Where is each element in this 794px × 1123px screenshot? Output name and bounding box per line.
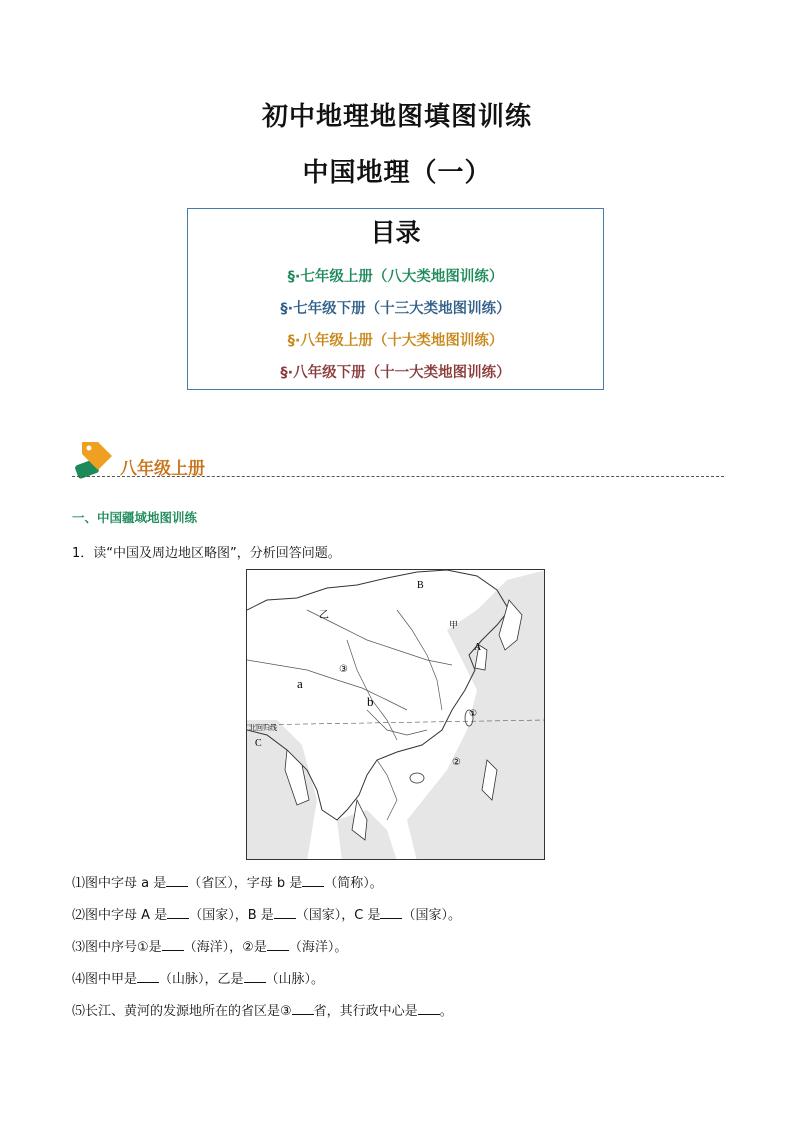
- map-label-B: B: [417, 580, 424, 591]
- map-label-yi: 乙: [319, 610, 329, 621]
- subquestion-number: ⑶: [72, 940, 86, 955]
- subquestion-text: （国家），C 是: [295, 908, 381, 923]
- subquestion-number: ⑴: [72, 876, 86, 891]
- answer-blank[interactable]: [418, 1002, 440, 1015]
- answer-blank[interactable]: [166, 874, 188, 887]
- subquestion-text: （海洋）。: [288, 940, 348, 955]
- subquestion-text: 长江、黄河的发源地所在的省区是③: [85, 1004, 292, 1019]
- subquestion-text: 图中字母 A 是: [85, 908, 168, 923]
- map-label-two: ②: [452, 757, 461, 768]
- subquestion-3: [72, 936, 347, 955]
- answer-blank[interactable]: [167, 906, 189, 919]
- china-map-svg: [247, 570, 545, 860]
- page-title: 初中地理地图填图训练: [261, 102, 532, 132]
- question-text: 1．读“中国及周边地区略图”，分析回答问题。: [72, 546, 341, 561]
- subquestion-number: ⑷: [72, 972, 86, 987]
- answer-blank[interactable]: [244, 970, 266, 983]
- table-of-contents: [187, 208, 604, 390]
- sub-heading: 一、中国疆域地图训练: [72, 510, 198, 525]
- subquestion-text: 。: [439, 1004, 453, 1019]
- map-label-three: ③: [339, 664, 348, 675]
- answer-blank[interactable]: [380, 906, 402, 919]
- toc-list: [188, 261, 603, 389]
- answer-blank[interactable]: [274, 906, 296, 919]
- map-label-jia: 甲: [449, 621, 459, 631]
- map-label-b: b: [367, 694, 374, 709]
- subquestion-2: [72, 904, 461, 923]
- subquestion-text: 省，其行政中心是: [313, 1004, 418, 1019]
- subquestion-text: （山脉）。: [265, 972, 325, 987]
- toc-item-grade7-vol2[interactable]: §·七年级下册（十三大类地图训练）: [280, 301, 511, 317]
- subquestion-text: （山脉），乙是: [159, 972, 244, 987]
- subquestion-text: 图中序号①是: [85, 940, 162, 955]
- toc-item-grade8-vol2[interactable]: §·八年级下册（十一大类地图训练）: [280, 365, 511, 381]
- subquestion-number: ⑸: [72, 1004, 86, 1019]
- section-title: 八年级上册: [120, 459, 205, 479]
- map-label-A: A: [474, 642, 482, 653]
- subquestion-text: （简称）。: [324, 876, 383, 891]
- section-header: [72, 436, 724, 480]
- toc-heading: 目录: [370, 218, 421, 247]
- toc-item-grade8-vol1[interactable]: §·八年级上册（十大类地图训练）: [287, 333, 504, 349]
- answer-blank[interactable]: [302, 874, 324, 887]
- map-label-C: C: [255, 738, 262, 749]
- answer-blank[interactable]: [292, 1002, 314, 1015]
- map-label-a: a: [297, 676, 303, 691]
- subquestion-1: [72, 872, 383, 891]
- china-map-figure: [246, 569, 545, 860]
- subquestion-4: [72, 968, 324, 987]
- subquestion-text: 图中字母 a 是: [85, 876, 167, 891]
- tag-icon: [72, 436, 116, 480]
- map-label-tropic: 北回归线: [249, 724, 277, 732]
- subquestion-5: [72, 1000, 453, 1019]
- toc-item-grade7-vol1[interactable]: §·七年级上册（八大类地图训练）: [287, 269, 504, 285]
- answer-blank[interactable]: [267, 938, 289, 951]
- subquestion-text: （国家）。: [402, 908, 461, 923]
- subquestion-text: （海洋），②是: [183, 940, 267, 955]
- answer-blank[interactable]: [137, 970, 159, 983]
- subquestion-number: ⑵: [72, 908, 86, 923]
- subquestion-text: （国家），B 是: [189, 908, 274, 923]
- answer-blank[interactable]: [162, 938, 184, 951]
- subquestion-text: 图中甲是: [85, 972, 138, 987]
- subquestion-text: （省区），字母 b 是: [188, 876, 303, 891]
- page-subtitle: 中国地理（一）: [302, 158, 492, 188]
- map-label-one: ①: [469, 709, 478, 719]
- section-divider: [72, 476, 724, 477]
